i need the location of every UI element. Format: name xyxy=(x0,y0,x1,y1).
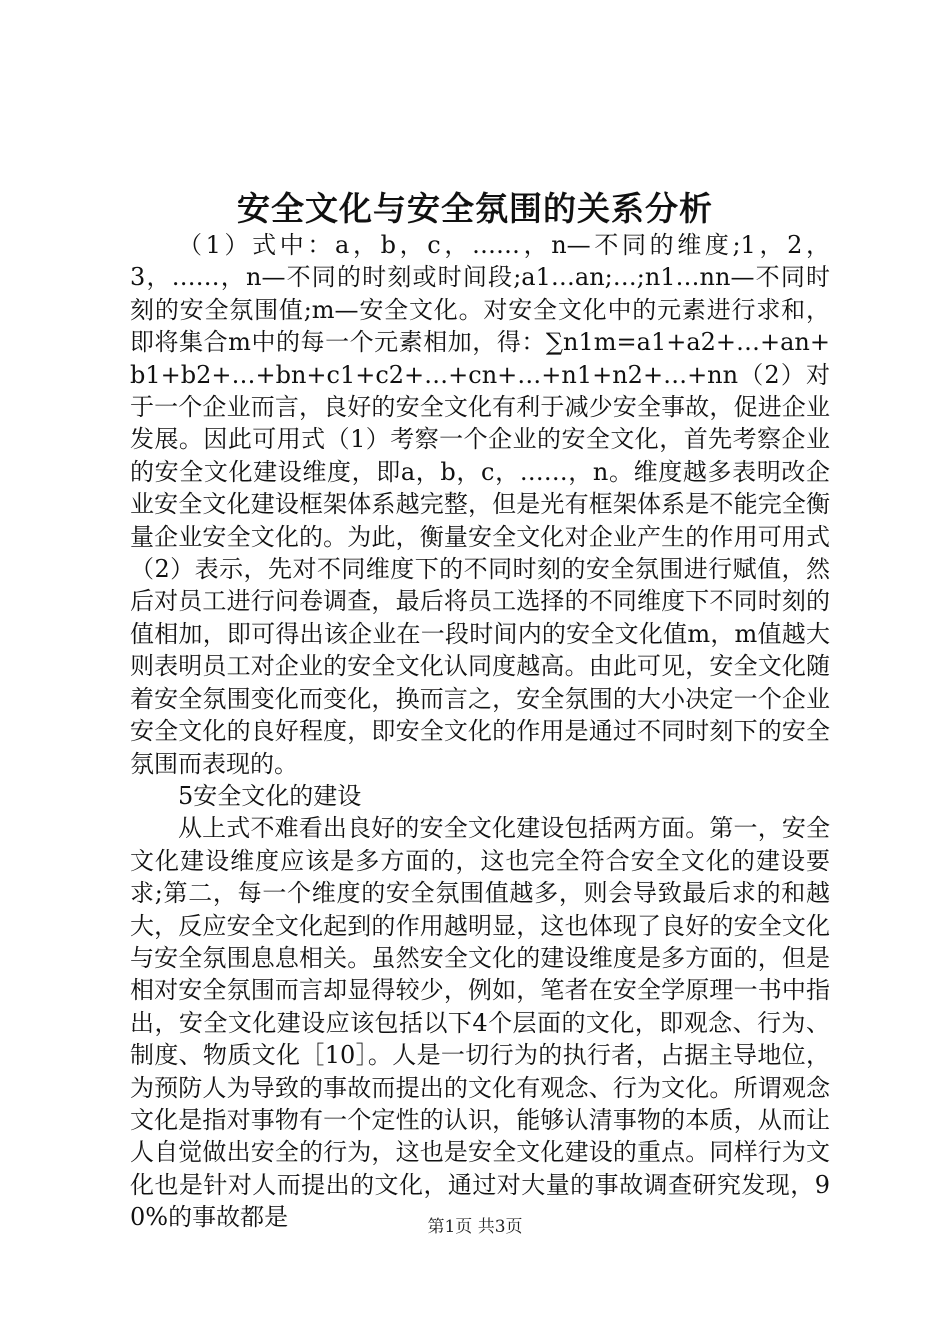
page-number: 第1页 共3页 xyxy=(427,1217,523,1237)
document-title: 安全文化与安全氛围的关系分析 xyxy=(237,189,713,228)
page-footer xyxy=(0,1215,950,1239)
document-body xyxy=(130,229,830,1234)
body-paragraph: 从上式不难看出良好的安全文化建设包括两方面。第一，安全文化建设维度应该是多方面的，这也完全符合安全文化的建设要求;第二，每一个维度的安全氛围值越多，则会导致最后求的和越大，反应安全文化起到的作用越明显，这也体现了良好的安全文化与安全氛围息息相关。虽然安全文化的建设维度是多方面的，但是相对安全氛围而言却显得较少，例如，笔者在安全学原理一书中指出，安全文化建设应该包括以下4个层面的文化，即观念、行为、制度、物质文化［10］。人是一切行为的执行者，占据主导地位，为预防人为导致的事故而提出的文化有观念、行为文化。所谓观念文化是指对事物有一个定性的认识，能够认清事物的本质，从而让人自觉做出安全的行为，这也是安全文化建设的重点。同样行为文化也是针对人而提出的文化，通过对大量的事故调查研究发现，90%的事故都是 xyxy=(130,814,830,1232)
section-heading: 5安全文化的建设 xyxy=(178,781,362,810)
body-paragraph: （1）式中：a，b，c，……，n—不同的维度;1，2，3，……，n—不同的时刻或时间段;a1…an;…;n1…nn—不同时刻的安全氛围值;m—安全文化。对安全文化中的元素进行求和，即将集合m中的每一个元素相加，得：∑n1m=a1+a2+…+an+b1+b2+…+bn+c1+c2+…+cn+…+n1+n2+…+nn（2）对于一个企业而言，良好的安全文化有利于减少安全事故，促进企业发展。因此可用式（1）考察一个企业的安全文化，首先考察企业的安全文化建设维度，即a，b，c，……，n。维度越多表明改企业安全文化建设框架体系越完整，但是光有框架体系是不能完全衡量企业安全文化的。为此，衡量安全文化对企业产生的作用可用式（2）表示，先对不同维度下的不同时刻的安全氛围进行赋值，然后对员工进行问卷调查，最后将员工选择的不同维度下不同时刻的值相加，即可得出该企业在一段时间内的安全文化值m，m值越大则表明员工对企业的安全文化认同度越高。由此可见，安全文化随着安全氛围变化而变化，换而言之，安全氛围的大小决定一个企业安全文化的良好程度，即安全文化的作用是通过不同时刻下的安全氛围而表现的。 xyxy=(130,231,830,778)
